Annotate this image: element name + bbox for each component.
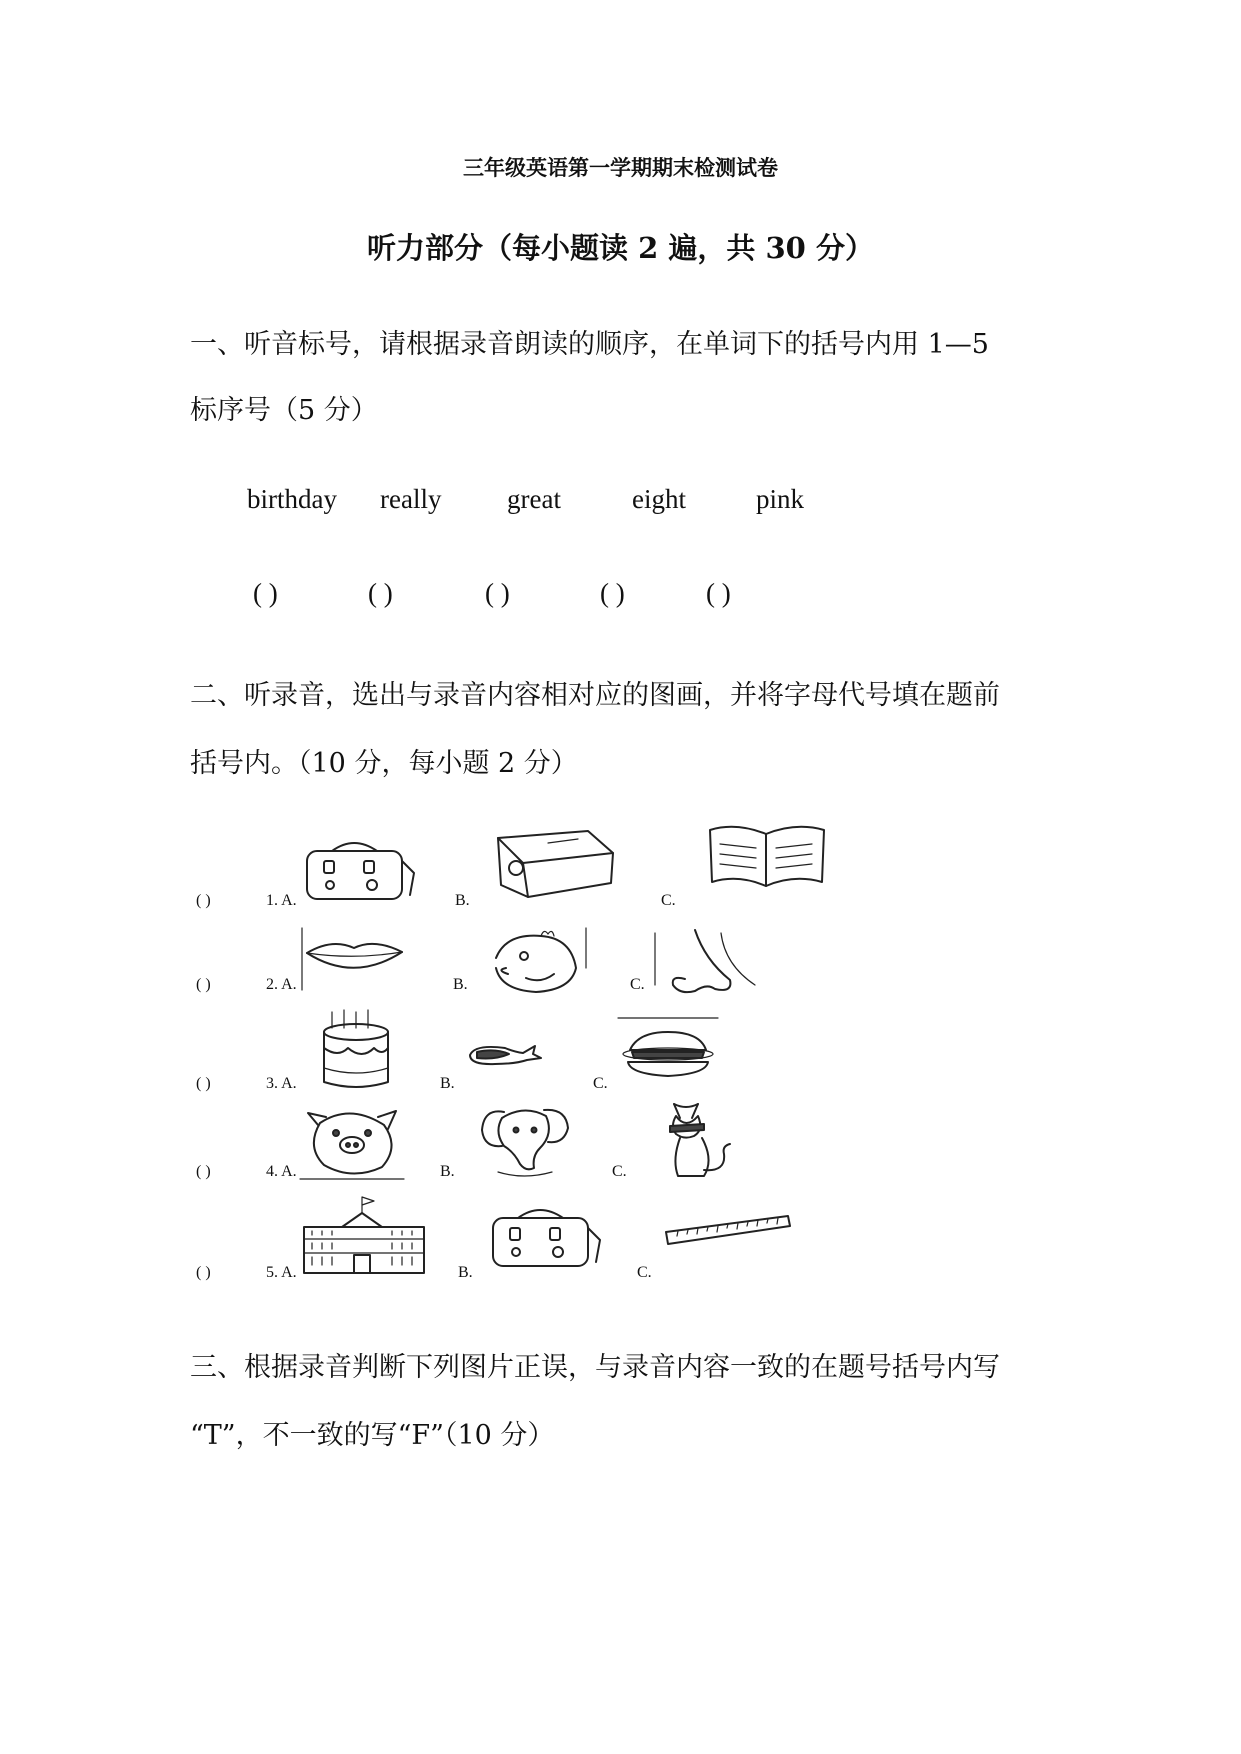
item3-label-b: B. — [440, 1075, 455, 1092]
item2-label-b: B. — [453, 976, 468, 993]
pig-icon[interactable] — [300, 1103, 408, 1181]
section1-instruction-line2: 标序号（5 分） — [190, 395, 378, 426]
answer-blank-2[interactable]: ( ) — [368, 578, 393, 608]
cat-icon[interactable] — [664, 1100, 744, 1182]
exam-title: 三年级英语第一学期期末检测试卷 — [463, 155, 778, 180]
pencil-sharpener-icon[interactable] — [493, 823, 623, 903]
mouth-icon[interactable] — [302, 928, 414, 993]
answer-blank-row2[interactable]: ( ) — [196, 976, 211, 993]
answer-blank-row1[interactable]: ( ) — [196, 892, 211, 909]
item2-label-c: C. — [630, 976, 645, 993]
answer-blank-row5[interactable]: ( ) — [196, 1264, 211, 1281]
item3-label-a: 3. A. — [266, 1075, 297, 1092]
answer-blank-1[interactable]: ( ) — [253, 578, 278, 608]
nose-icon[interactable] — [655, 925, 765, 997]
answer-blank-5[interactable]: ( ) — [706, 578, 731, 608]
word-pink: pink — [756, 484, 805, 514]
item1-label-c: C. — [661, 892, 676, 909]
section1-instruction-line1: 一、听音标号，请根据录音朗读的顺序，在单词下的括号内用 1—5 — [190, 329, 989, 360]
word-great: great — [507, 484, 561, 514]
item5-label-a: 5. A. — [266, 1264, 297, 1281]
bag-icon[interactable] — [488, 1200, 608, 1274]
item4-label-b: B. — [440, 1163, 455, 1180]
elephant-icon[interactable] — [474, 1100, 574, 1182]
section3-instruction-line2: “T”，不一致的写“F”（10 分） — [190, 1420, 555, 1451]
listening-section-title: 听力部分（每小题读 2 遍，共 30 分） — [367, 231, 874, 265]
item1-label-a: 1. A. — [266, 892, 297, 909]
item5-label-c: C. — [637, 1264, 652, 1281]
item3-label-c: C. — [593, 1075, 608, 1092]
section2-instruction-line2: 括号内。（10 分，每小题 2 分） — [190, 748, 578, 779]
word-birthday: birthday — [247, 484, 337, 514]
answer-blank-4[interactable]: ( ) — [600, 578, 625, 608]
answer-blank-row4[interactable]: ( ) — [196, 1163, 211, 1180]
section2-instruction-line1: 二、听录音，选出与录音内容相对应的图画，并将字母代号填在题前 — [190, 680, 1000, 711]
word-really: really — [380, 484, 442, 514]
book-icon[interactable] — [706, 822, 830, 894]
item4-label-a: 4. A. — [266, 1163, 297, 1180]
face-icon[interactable] — [486, 928, 596, 998]
school-icon[interactable] — [302, 1195, 428, 1277]
birthday-cake-icon[interactable] — [318, 1008, 393, 1090]
answer-blank-3[interactable]: ( ) — [485, 578, 510, 608]
word-eight: eight — [632, 484, 686, 514]
drumstick-icon[interactable] — [465, 1040, 545, 1070]
section3-instruction-line1: 三、根据录音判断下列图片正误，与录音内容一致的在题号括号内写 — [190, 1352, 1000, 1383]
item4-label-c: C. — [612, 1163, 627, 1180]
bag-icon[interactable] — [302, 833, 422, 903]
item1-label-b: B. — [455, 892, 470, 909]
ruler-icon[interactable] — [664, 1212, 794, 1252]
item5-label-b: B. — [458, 1264, 473, 1281]
item2-label-a: 2. A. — [266, 976, 297, 993]
answer-blank-row3[interactable]: ( ) — [196, 1075, 211, 1092]
hamburger-icon[interactable] — [618, 1014, 718, 1086]
